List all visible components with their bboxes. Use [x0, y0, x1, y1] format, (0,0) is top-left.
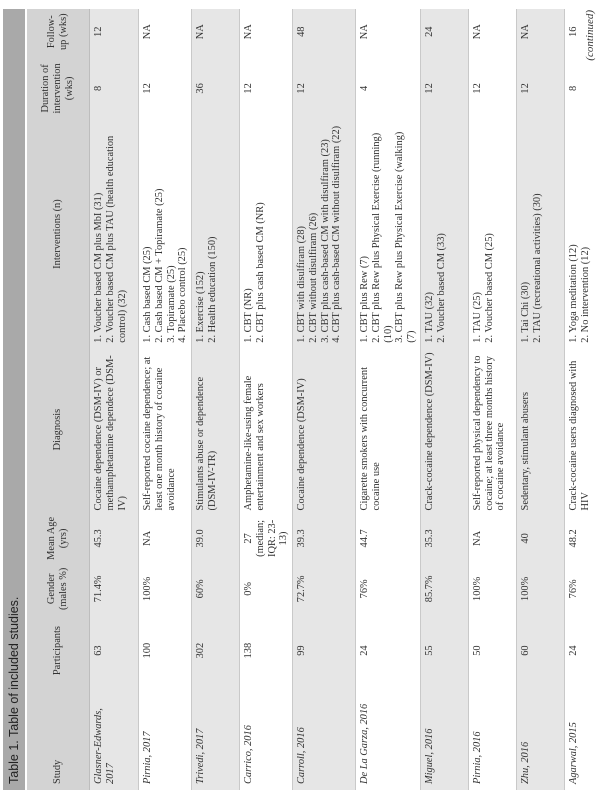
participants-cell: 24: [564, 614, 601, 687]
intervention-item: 3. CBT plus cash-based CM with disulfiram (23): [319, 139, 331, 343]
intervention-item: 4. CBT plus cash-based CM without disulfiram (22): [331, 125, 343, 343]
table-row: [240, 9, 293, 790]
table-row: [356, 9, 421, 790]
duration-cell: 4: [356, 54, 421, 122]
study-cell: Pirnia, 2017: [139, 687, 192, 790]
diagnosis-cell: Cocaine dependence (DSM-IV): [293, 346, 356, 514]
age-cell: NA: [139, 513, 192, 563]
diagnosis-cell: Crack-cocaine users diagnosed with HIV: [564, 346, 601, 514]
age-cell: 39.3: [293, 513, 356, 563]
interventions-list: [195, 125, 219, 342]
table-row: [192, 9, 240, 790]
age-cell: 35.3: [420, 513, 468, 563]
followup-cell: NA: [516, 9, 564, 54]
table-caption: Table 1. Table of included studies.: [3, 9, 25, 790]
interventions-cell: [293, 122, 356, 345]
intervention-item: 1. Exercise (152): [195, 271, 206, 343]
intervention-item: 1. TAU (25): [471, 292, 483, 343]
interventions-cell: [139, 122, 192, 345]
intervention-item: 1. Yoga meditation (12): [567, 244, 579, 343]
followup-cell: NA: [468, 9, 516, 54]
interventions-cell: [90, 122, 139, 345]
col-interventions: Interventions (n): [27, 122, 90, 345]
continued-note: (continued): [584, 10, 596, 61]
duration-cell: 12: [468, 54, 516, 122]
interventions-cell: [356, 122, 421, 345]
gender-cell: 100%: [139, 563, 192, 614]
diagnosis-cell: Crack-cocaine dependence (DSM-IV): [420, 346, 468, 514]
intervention-item: 1. CBT plus Rew (7): [359, 256, 370, 343]
study-cell: Pirnia, 2016: [468, 687, 516, 790]
followup-cell: NA: [139, 9, 192, 54]
diagnosis-cell: Amphetamine-like-using female entertainment and sex workers: [240, 346, 293, 514]
participants-cell: 138: [240, 614, 293, 687]
table-row: [420, 9, 468, 790]
col-followup: Follow-up (wks): [27, 9, 90, 54]
diagnosis-cell: Self-reported cocaine dependence; at least one month history of cocaine avoidance: [139, 346, 192, 514]
intervention-item: 1. CBT with disulfiram (28): [296, 226, 307, 343]
participants-cell: 55: [420, 614, 468, 687]
age-cell: 40: [516, 513, 564, 563]
followup-cell: 48: [293, 9, 356, 54]
intervention-item: 2. Voucher based CM plus TAU (health education control) (32): [104, 135, 128, 343]
intervention-item: 2. TAU (recreational activities) (30): [531, 193, 543, 343]
study-cell: Glasner-Edwards, 2017: [90, 687, 139, 790]
interventions-list: [243, 125, 267, 342]
gender-cell: 72.7%: [293, 563, 356, 614]
participants-cell: 99: [293, 614, 356, 687]
followup-cell: NA: [192, 9, 240, 54]
interventions-cell: [564, 122, 601, 345]
gender-cell: 76%: [564, 563, 601, 614]
col-participants: Participants: [27, 614, 90, 687]
study-cell: De La Garza, 2016: [356, 687, 421, 790]
age-cell: 45.3: [90, 513, 139, 563]
interventions-cell: [468, 122, 516, 345]
participants-cell: 302: [192, 614, 240, 687]
table-body: [90, 9, 601, 790]
interventions-list: [424, 125, 448, 342]
studies-table: [27, 9, 601, 790]
table-row: [90, 9, 139, 790]
col-study: Study: [27, 687, 90, 790]
intervention-item: 3. Topiramate (25): [165, 265, 177, 343]
interventions-cell: [240, 122, 293, 345]
gender-cell: 71.4%: [90, 563, 139, 614]
intervention-item: 1. Voucher based CM plus MbI (31): [93, 192, 104, 343]
age-cell: NA: [468, 513, 516, 563]
participants-cell: 24: [356, 614, 421, 687]
intervention-item: 2. Health education (150): [206, 236, 218, 343]
col-diagnosis: Diagnosis: [27, 346, 90, 514]
intervention-item: 2. Voucher based CM (25): [483, 233, 495, 343]
col-gender: Gender (males %): [27, 563, 90, 614]
duration-cell: 8: [564, 54, 601, 122]
interventions-cell: [420, 122, 468, 345]
gender-cell: 100%: [468, 563, 516, 614]
table-row: [293, 9, 356, 790]
interventions-list: [472, 125, 496, 342]
intervention-item: 2. Voucher based CM (33): [435, 233, 447, 343]
table-row: [139, 9, 192, 790]
intervention-item: 1. Tai Chi (30): [519, 281, 531, 343]
followup-cell: 16: [564, 9, 601, 54]
interventions-cell: [516, 122, 564, 345]
study-cell: Carrico, 2016: [240, 687, 293, 790]
intervention-item: 2. CBT without disulfiram (26): [307, 212, 319, 343]
duration-cell: 8: [90, 54, 139, 122]
study-cell: Miguel, 2016: [420, 687, 468, 790]
study-cell: Zhu, 2016: [516, 687, 564, 790]
age-cell: 27 (median; IQR: 23-13): [240, 513, 293, 563]
col-duration: Duration of intervention (wks): [27, 54, 90, 122]
table-row: [468, 9, 516, 790]
interventions-list: [520, 125, 544, 342]
interventions-list: [359, 125, 418, 342]
participants-cell: 50: [468, 614, 516, 687]
followup-cell: NA: [356, 9, 421, 54]
duration-cell: 12: [139, 54, 192, 122]
gender-cell: 0%: [240, 563, 293, 614]
participants-cell: 60: [516, 614, 564, 687]
gender-cell: 76%: [356, 563, 421, 614]
age-cell: 48.2: [564, 513, 601, 563]
duration-cell: 36: [192, 54, 240, 122]
study-cell: Agarwal, 2015: [564, 687, 601, 790]
intervention-item: 1. CBT (NR): [243, 288, 254, 343]
intervention-item: 2. No intervention (12): [579, 246, 591, 343]
interventions-list: [568, 125, 592, 342]
interventions-list: [142, 125, 189, 342]
study-cell: Trivedi, 2017: [192, 687, 240, 790]
duration-cell: 12: [240, 54, 293, 122]
table-row: [564, 9, 601, 790]
interventions-list: [296, 125, 343, 342]
interventions-cell: [192, 122, 240, 345]
diagnosis-cell: Cigarette smokers with concurrent cocaine use: [356, 346, 421, 514]
gender-cell: 85.7%: [420, 563, 468, 614]
diagnosis-cell: Cocaine dependence (DSM-IV) or methamphetamine dependece (DSM-IV): [90, 346, 139, 514]
duration-cell: 12: [516, 54, 564, 122]
intervention-item: 4. Placebo control (25): [177, 247, 189, 343]
gender-cell: 60%: [192, 563, 240, 614]
followup-cell: NA: [240, 9, 293, 54]
intervention-item: 2. CBT plus Rew plus Physical Exercise (running) (10): [370, 132, 394, 343]
age-cell: 39.0: [192, 513, 240, 563]
interventions-list: [93, 125, 128, 342]
study-cell: Carroll, 2016: [293, 687, 356, 790]
participants-cell: 63: [90, 614, 139, 687]
diagnosis-cell: Self-reported physical dependency to cocaine; at least three months history of cocaine avoidance: [468, 346, 516, 514]
followup-cell: 12: [90, 9, 139, 54]
intervention-item: 1. Cash based CM (25): [142, 246, 153, 343]
diagnosis-cell: Sedentary, stimulant abusers: [516, 346, 564, 514]
diagnosis-cell: Stimulants abuse or dependence (DSM-IV-TR): [192, 346, 240, 514]
col-age: Mean Age (yrs): [27, 513, 90, 563]
intervention-item: 3. CBT plus Rew plus Physical Exercise (walking) (7): [394, 131, 417, 343]
header-row: [27, 9, 90, 790]
table-row: [516, 9, 564, 790]
intervention-item: 2. Cash based CM + Topiramate (25): [153, 188, 165, 343]
intervention-item: 1. TAU (32): [423, 292, 435, 343]
participants-cell: 100: [139, 614, 192, 687]
intervention-item: 2. CBT plus cash based CM (NR): [254, 202, 266, 343]
gender-cell: 100%: [516, 563, 564, 614]
duration-cell: 12: [420, 54, 468, 122]
followup-cell: 24: [420, 9, 468, 54]
duration-cell: 12: [293, 54, 356, 122]
age-cell: 44.7: [356, 513, 421, 563]
